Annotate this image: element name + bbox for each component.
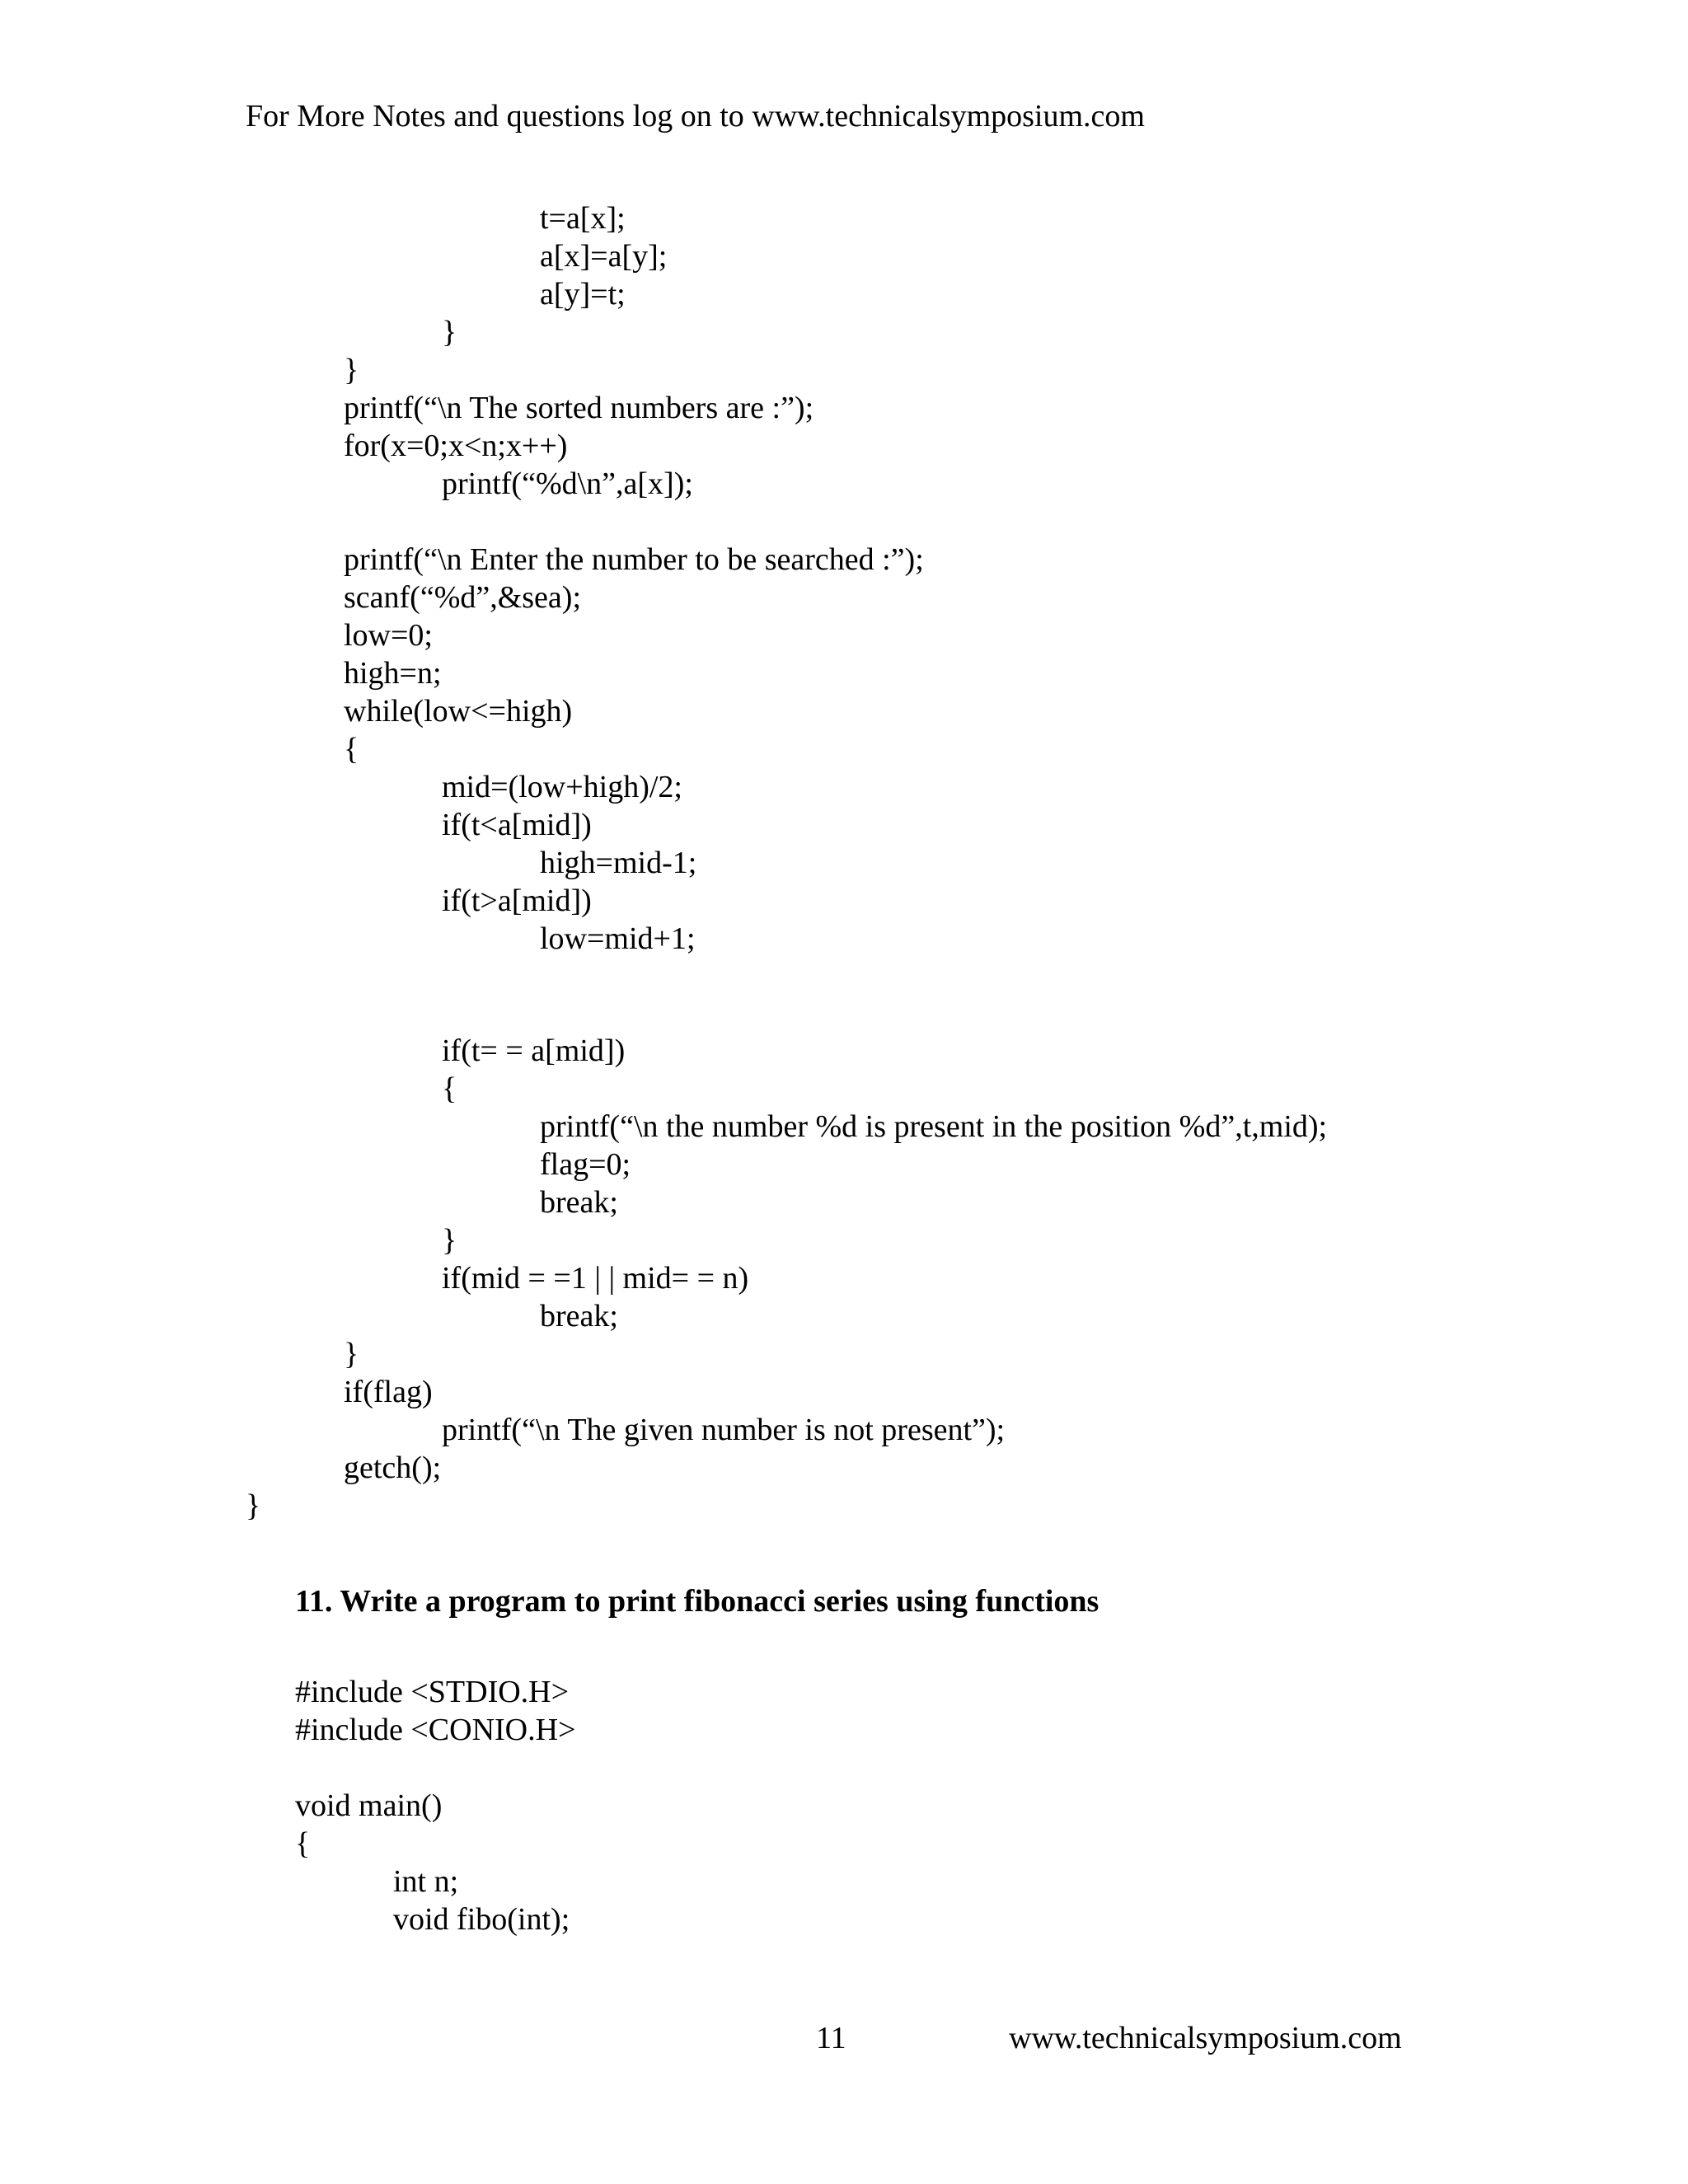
code-line: break; — [540, 1299, 618, 1333]
code-line: for(x=0;x<n;x++) — [344, 429, 568, 463]
code-line: a[y]=t; — [540, 277, 626, 312]
page-number: 11 — [816, 2021, 846, 2055]
code-line: while(low<=high) — [344, 694, 573, 729]
code-line: printf(“\n The given number is not present”); — [442, 1413, 1006, 1447]
code-line: if(mid = =1 | | mid= = n) — [442, 1261, 749, 1296]
code-line: low=mid+1; — [540, 921, 696, 956]
code-line: break; — [540, 1185, 618, 1220]
code-line: if(t<a[mid]) — [442, 808, 592, 842]
code-line: scanf(“%d”,&sea); — [344, 580, 582, 615]
code-line: { — [442, 1071, 457, 1106]
code-line: a[x]=a[y]; — [540, 239, 668, 274]
footer-site-url: www.technicalsymposium.com — [1009, 2021, 1402, 2055]
code-line: mid=(low+high)/2; — [442, 770, 682, 804]
code-line: printf(“\n the number %d is present in the position %d”,t,mid); — [540, 1109, 1328, 1144]
code-line: #include <CONIO.H> — [295, 1713, 576, 1747]
code-line: flag=0; — [540, 1147, 631, 1182]
code-line: t=a[x]; — [540, 201, 626, 236]
code-line: { — [344, 732, 359, 766]
code-line: } — [344, 353, 359, 387]
code-line: getch(); — [344, 1451, 442, 1485]
code-line: } — [246, 1488, 261, 1523]
code-line: } — [442, 1223, 457, 1258]
code-line: } — [442, 315, 457, 349]
code-line: int n; — [393, 1864, 459, 1899]
code-line: void main() — [295, 1788, 443, 1823]
code-line: if(t= = a[mid]) — [442, 1033, 626, 1068]
code-line: printf(“%d\n”,a[x]); — [442, 466, 693, 501]
code-line: printf(“\n The sorted numbers are :”); — [344, 391, 814, 425]
code-line: if(t>a[mid]) — [442, 883, 592, 918]
section-heading: 11. Write a program to print fibonacci series using functions — [295, 1584, 1100, 1619]
code-line: high=mid-1; — [540, 846, 697, 880]
code-line: void fibo(int); — [393, 1902, 570, 1937]
page-header: For More Notes and questions log on to www.technicalsymposium.com — [246, 99, 1145, 134]
code-line: high=n; — [344, 656, 442, 691]
code-line: } — [344, 1337, 359, 1371]
code-line: { — [295, 1826, 311, 1861]
code-line: printf(“\n Enter the number to be searched :”); — [344, 542, 924, 577]
code-line: #include <STDIO.H> — [295, 1675, 570, 1709]
code-line: low=0; — [344, 618, 433, 653]
code-line: if(flag) — [344, 1375, 433, 1409]
